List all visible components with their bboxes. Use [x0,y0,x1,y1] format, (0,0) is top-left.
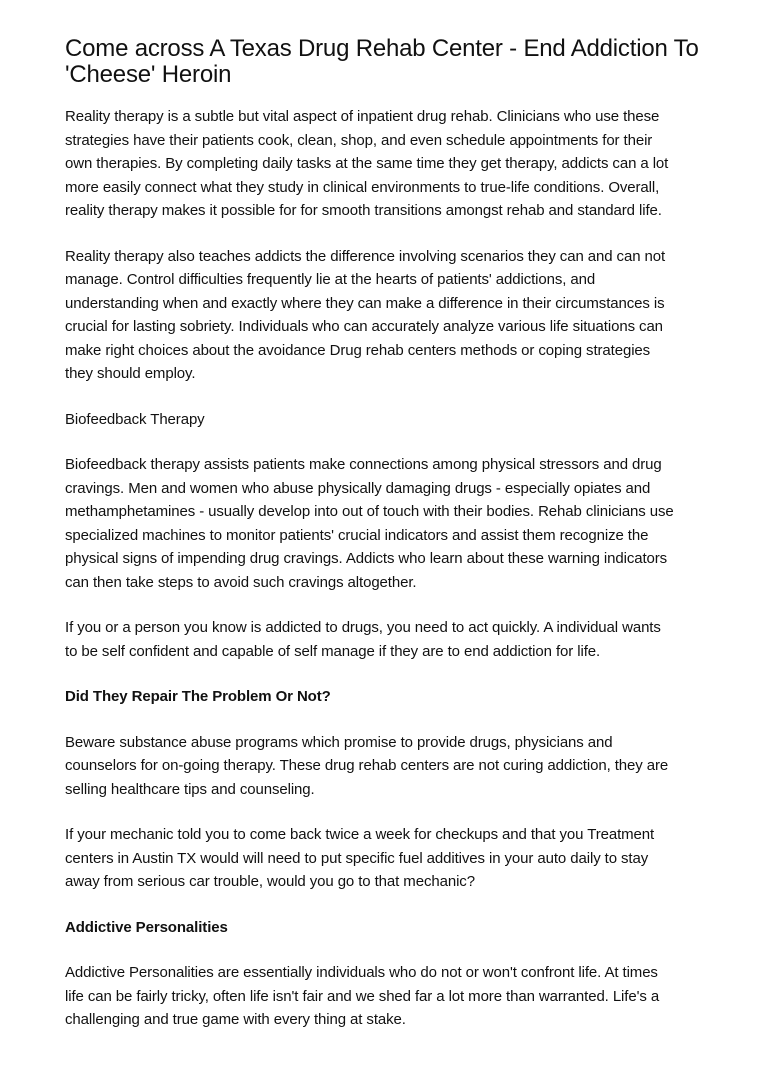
text-line: to be self confident and capable of self manage if they are to end addiction for life. [65,642,601,660]
text-line: Beware substance abuse programs which promise to provide drugs, physicians and [65,733,613,751]
text-line: centers in Austin TX would will need to put specific fuel additives in your auto daily to stay [65,849,649,867]
text-line: counselors for on-going therapy. These drug rehab centers are not curing addiction, they are [65,757,669,774]
title-line: 'Cheese' Heroin [65,61,232,88]
document-title [65,36,715,88]
paragraph-reality-therapy [65,105,715,223]
text-line: away from serious car trouble, would you go to that mechanic? [65,873,475,890]
text-line: Reality therapy is a subtle but vital aspect of inpatient drug rehab. Clinicians who use these [65,108,660,125]
text-line: Biofeedback therapy assists patients make connections among physical stressors and drug [65,456,662,473]
text-line: they should employ. [65,365,196,382]
text-line: cravings. Men and women who abuse physically damaging drugs - especially opiates and [65,479,651,497]
text-line: Addictive Personalities are essentially individuals who do not or won't confront life. At times [65,964,658,981]
paragraph-biofeedback [65,453,715,594]
paragraph-mechanic-analogy [65,823,715,894]
text-line: more easily connect what they study in clinical environments to true-life conditions. Overall, [65,178,660,196]
heading-repair-problem: Did They Repair The Problem Or Not? [65,688,331,705]
text-line: physical signs of impending drug cravings. Addicts who learn about these warning indicators [65,550,668,567]
text-line: make right choices about the avoidance Drug rehab centers methods or coping strategies [65,341,651,359]
text-line: understanding when and exactly where they can make a difference in their circumstances is [65,294,665,312]
document-page [65,36,715,1032]
paragraph-reality-therapy-teaches [65,245,715,386]
text-line: Reality therapy also teaches addicts the difference involving scenarios they can and can not [65,247,666,265]
text-line: If you or a person you know is addicted to drugs, you need to act quickly. A individual wants [65,619,661,636]
text-line: manage. Control difficulties frequently lie at the hearts of patients' addictions, and [65,271,596,288]
text-line: crucial for lasting sobriety. Individuals who can accurately analyze various life situations can [65,318,663,335]
paragraph-beware-programs [65,731,715,802]
text-line: challenging and true game with every thing at stake. [65,1011,406,1028]
text-line: methamphetamines - usually develop into out of touch with their bodies. Rehab clinicians use [65,503,674,520]
paragraph-act-quickly [65,616,715,663]
paragraph-addictive-personalities [65,961,715,1032]
text-line: can then take steps to avoid such cravings altogether. [65,573,417,591]
heading-addictive-personalities: Addictive Personalities [65,918,228,936]
text-line: own therapies. By completing daily tasks at the same time they get therapy, addicts can a lot [65,155,669,172]
text-line: life can be fairly tricky, often life isn't fair and we shed far a lot more than warranted. Life's a [65,987,660,1005]
heading-biofeedback-therapy: Biofeedback Therapy [65,410,205,428]
text-line: selling healthcare tips and counseling. [65,780,315,798]
text-line: strategies have their patients cook, clean, shop, and even schedule appointments for their [65,131,653,149]
title-line: Come across A Texas Drug Rehab Center - End Addiction To [65,35,699,62]
text-line: reality therapy makes it possible for for smooth transitions amongst rehab and standard life. [65,202,662,219]
text-line: specialized machines to monitor patients' crucial indicators and assist them recognize the [65,526,649,544]
text-line: If your mechanic told you to come back twice a week for checkups and that you Treatment [65,826,655,843]
